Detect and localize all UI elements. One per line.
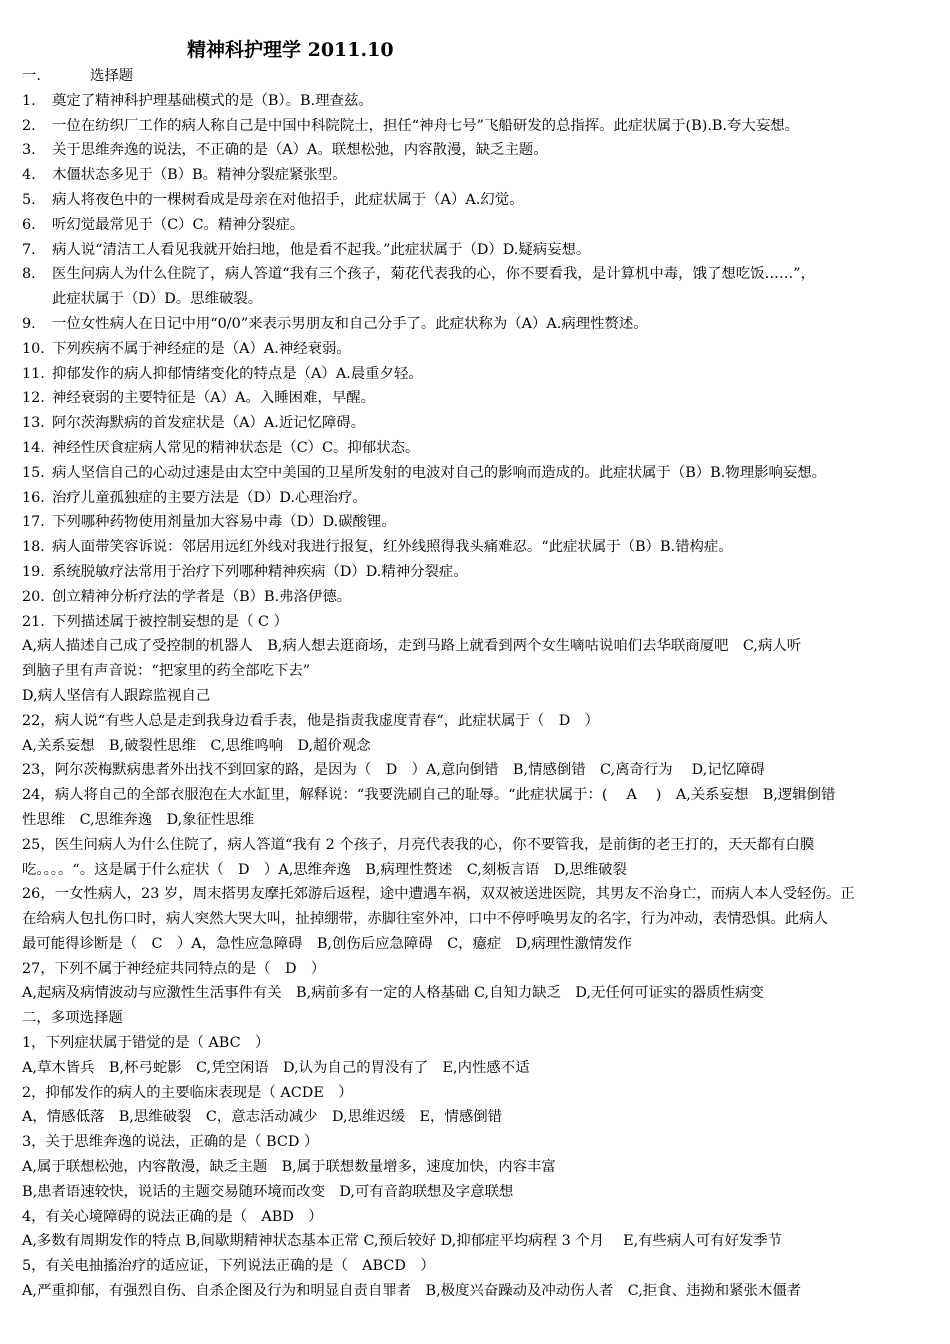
question-26 <box>22 882 930 956</box>
option-line: 性思维 C,思维奔逸 D,象征性思维 <box>22 811 255 828</box>
question-item <box>22 213 930 238</box>
question-text: 病人坚信自己的心动过速是由太空中美国的卫星所发射的电波对自己的影响而造成的。此症状属于（B）B.物理影响妄想。 <box>52 464 827 481</box>
question-text: 一位女性病人在日记中用“0/0”来表示男朋友和自己分手了。此症状称为（A）A.病理性赘述。 <box>52 315 648 332</box>
question-text: 神经衰弱的主要特征是（A）A。入睡困难，早醒。 <box>52 390 375 407</box>
option-line: 最可能得诊断是（ C ）A，急性应急障碍 B,创伤后应急障碍 C，癔症 D,病理性激情发作 <box>22 935 633 952</box>
multi-question-1 <box>22 1031 930 1081</box>
question-number: 15. <box>22 464 45 481</box>
question-text: 下列描述属于被控制妄想的是（ C ） <box>52 613 289 630</box>
question-22 <box>22 709 930 759</box>
question-line: 2，抑郁发作的病人的主要临床表现是（ ACDE ） <box>22 1084 353 1101</box>
question-text: 创立精神分析疗法的学者是（B）B.弗洛伊德。 <box>52 588 352 605</box>
question-text: 病人面带笑容诉说：邻居用远红外线对我进行报复，红外线照得我头痛难忍。“此症状属于（B）B.错构症。 <box>52 539 733 556</box>
question-number: 14. <box>22 439 45 456</box>
option-line: A,起病及病情波动与应激性生活事件有关 B,病前多有一定的人格基础 C,自知力缺乏 D,无任何可证实的器质性病变 <box>22 985 764 1002</box>
option-line: A,多数有周期发作的特点 B,间歇期精神状态基本正常 C,预后较好 D,抑郁症平均病程 3 个月 E,有些病人可有好发季节 <box>22 1233 783 1250</box>
question-line: 23，阿尔茨梅默病患者外出找不到回家的路，是因为（ D ）A,意向倒错 B,情感倒错 C,离奇行为 D,记忆障碍 <box>22 762 765 779</box>
question-text: 听幻觉最常见于（C）C。精神分裂症。 <box>52 216 305 233</box>
question-item <box>22 411 930 436</box>
question-text: 病人说“清洁工人看见我就开始扫地，他是看不起我。”此症状属于（D）D.疑病妄想。 <box>52 241 591 258</box>
option-line: A,草木皆兵 B,杯弓蛇影 C,凭空闲语 D,认为自己的胃没有了 E,内性感不适 <box>22 1059 530 1076</box>
section-heading-multiple-choice: 二，多项选择题 <box>22 1010 123 1027</box>
question-item <box>22 312 930 337</box>
question-number: 16. <box>22 489 45 506</box>
question-line: 在给病人包扎伤口时，病人突然大哭大叫，扯掉绷带，赤脚往室外冲，口中不停呼唤男友的名字，行为冲动，表情恐惧。此病人 <box>22 911 828 928</box>
multi-question-4 <box>22 1205 930 1255</box>
question-item <box>22 510 930 535</box>
question-number: 12. <box>22 390 45 407</box>
question-number: 17. <box>22 514 45 531</box>
question-item <box>22 461 930 486</box>
question-item <box>22 585 930 610</box>
question-line: 22，病人说“有些人总是走到我身边看手表，他是指责我虚度青春“，此症状属于（ D ） <box>22 712 600 729</box>
option-line: A,病人描述自己成了受控制的机器人 B,病人想去逛商场，走到马路上就看到两个女生嘀咕说咱们去华联商厦吧 C,病人听 <box>22 638 802 655</box>
option-line: A,关系妄想 B,破裂性思维 C,思维鸣响 D,超价观念 <box>22 737 371 754</box>
question-text: 下列疾病不属于神经症的是（A）A.神经衰弱。 <box>52 340 351 357</box>
question-list-b <box>22 312 930 634</box>
question-item <box>22 238 930 263</box>
option-line: D,病人坚信有人跟踪监视自己 <box>22 687 211 704</box>
question-line: 26，一女性病人，23 岁，周末搭男友摩托郊游后返程，途中遭遇车祸，双双被送进医院，其男友不治身亡，而病人本人受轻伤。正 <box>22 886 855 903</box>
question-item <box>22 436 930 461</box>
question-24 <box>22 783 930 833</box>
question-item <box>22 486 930 511</box>
question-number: 4. <box>22 167 36 184</box>
multi-question-2 <box>22 1081 930 1131</box>
question-item <box>22 560 930 585</box>
question-number: 11. <box>22 365 45 382</box>
question-number: 9. <box>22 315 36 332</box>
question-number: 10. <box>22 340 45 357</box>
section-heading-single-choice <box>22 64 930 89</box>
question-line: 5，有关电抽搐治疗的适应证，下列说法正确的是（ ABCD ） <box>22 1258 435 1275</box>
question-line: 24，病人将自己的全部衣服泡在大水缸里，解释说：“我要洗刷自己的耻辱。“此症状属于：( A ) A,关系妄想 B,逻辑倒错 <box>22 787 836 804</box>
question-item <box>22 610 930 635</box>
question-text: 神经性厌食症病人常见的精神状态是（C）C。抑郁状态。 <box>52 439 420 456</box>
question-text-line: 医生问病人为什么住院了，病人答道“我有三个孩子，菊花代表我的心，你不要看我，是计算机中毒，饿了想吃饭……”， <box>52 266 816 283</box>
option-line: A,属于联想松弛，内容散漫，缺乏主题 B,属于联想数量增多，速度加快，内容丰富 <box>22 1159 556 1176</box>
question-number: 1. <box>22 92 36 109</box>
question-text: 一位在纺织厂工作的病人称自己是中国中科院院士，担任“神舟七号”飞船研发的总指挥。此症状属于(B).B.夸大妄想。 <box>52 117 799 134</box>
question-number: 19. <box>22 563 45 580</box>
question-23 <box>22 758 930 783</box>
option-line: 到脑子里有声音说：“把家里的药全部吃下去” <box>22 663 311 680</box>
question-item <box>22 188 930 213</box>
question-line: 3，关于思维奔逸的说法，正确的是（ BCD ） <box>22 1134 319 1151</box>
question-line: 27，下列不属于神经症共同特点的是（ D ） <box>22 960 326 977</box>
question-item-8 <box>22 262 930 312</box>
question-number: 5. <box>22 191 36 208</box>
question-text: 抑郁发作的病人抑郁情绪变化的特点是（A）A.晨重夕轻。 <box>52 365 423 382</box>
multi-question-5 <box>22 1254 930 1304</box>
option-line: B,患者语速较快，说话的主题交易随环境而改变 D,可有音韵联想及字意联想 <box>22 1183 514 1200</box>
document-body <box>22 64 930 1304</box>
question-item <box>22 362 930 387</box>
question-27 <box>22 957 930 1007</box>
question-item <box>22 89 930 114</box>
multi-question-3 <box>22 1130 930 1204</box>
question-number: 21. <box>22 613 45 630</box>
section-label: 选择题 <box>90 68 134 84</box>
section-number: 一. <box>22 68 41 84</box>
option-line: A，情感低落 B,思维破裂 C，意志活动减少 D,思维迟缓 E，情感倒错 <box>22 1109 502 1126</box>
question-text: 阿尔茨海默病的首发症状是（A）A.近记忆障碍。 <box>52 415 366 432</box>
question-number: 20. <box>22 588 45 605</box>
question-item <box>22 138 930 163</box>
question-item <box>22 163 930 188</box>
option-line: A,严重抑郁，有强烈自伤、自杀企图及行为和明显自责自罪者 B,极度兴奋躁动及冲动伤人者 C,拒食、违拗和紧张木僵者 <box>22 1283 802 1300</box>
question-text: 治疗儿童孤独症的主要方法是（D）D.心理治疗。 <box>52 489 367 506</box>
document-title: 精神科护理学 2011.10 <box>187 39 394 61</box>
question-text: 关于思维奔逸的说法，不正确的是（A）A。联想松弛，内容散漫，缺乏主题。 <box>52 142 548 159</box>
question-text: 系统脱敏疗法常用于治疗下列哪种精神疾病（D）D.精神分裂症。 <box>52 563 468 580</box>
option-line: 吃。。。。“。这是属于什么症状（ D ）A,思维奔逸 B,病理性赘述 C,刻板言语 D,思维破裂 <box>22 861 627 878</box>
question-line: 25，医生问病人为什么住院了，病人答道“我有 2 个孩子，月亮代表我的心，你不要管我，是前街的老王打的，天天都有白膜 <box>22 836 815 853</box>
question-list-a <box>22 89 930 263</box>
question-number: 8. <box>22 266 36 283</box>
question-line: 1，下列症状属于错觉的是（ ABC ） <box>22 1035 270 1052</box>
question-item <box>22 386 930 411</box>
question-number: 18. <box>22 539 45 556</box>
question-text: 木僵状态多见于（B）B。精神分裂症紧张型。 <box>52 167 347 184</box>
question-item <box>22 535 930 560</box>
question-text: 奠定了精神科护理基础模式的是（B）。B.理查兹。 <box>52 92 373 109</box>
question-number: 7. <box>22 241 36 258</box>
question-text: 病人将夜色中的一棵树看成是母亲在对他招手，此症状属于（A）A.幻觉。 <box>52 191 524 208</box>
question-line: 4，有关心境障碍的说法正确的是（ ABD ） <box>22 1208 323 1225</box>
question-25 <box>22 833 930 883</box>
question-text: 下列哪种药物使用剂量加大容易中毒（D）D.碳酸锂。 <box>52 514 396 531</box>
question-item <box>22 114 930 139</box>
question-21-options <box>22 634 930 708</box>
question-number: 3. <box>22 142 36 159</box>
question-text-line: 此症状属于（D）D。思维破裂。 <box>52 291 263 308</box>
question-text <box>52 262 930 312</box>
question-number: 6. <box>22 216 36 233</box>
question-item <box>22 337 930 362</box>
question-number: 13. <box>22 415 45 432</box>
question-number: 2. <box>22 117 36 134</box>
